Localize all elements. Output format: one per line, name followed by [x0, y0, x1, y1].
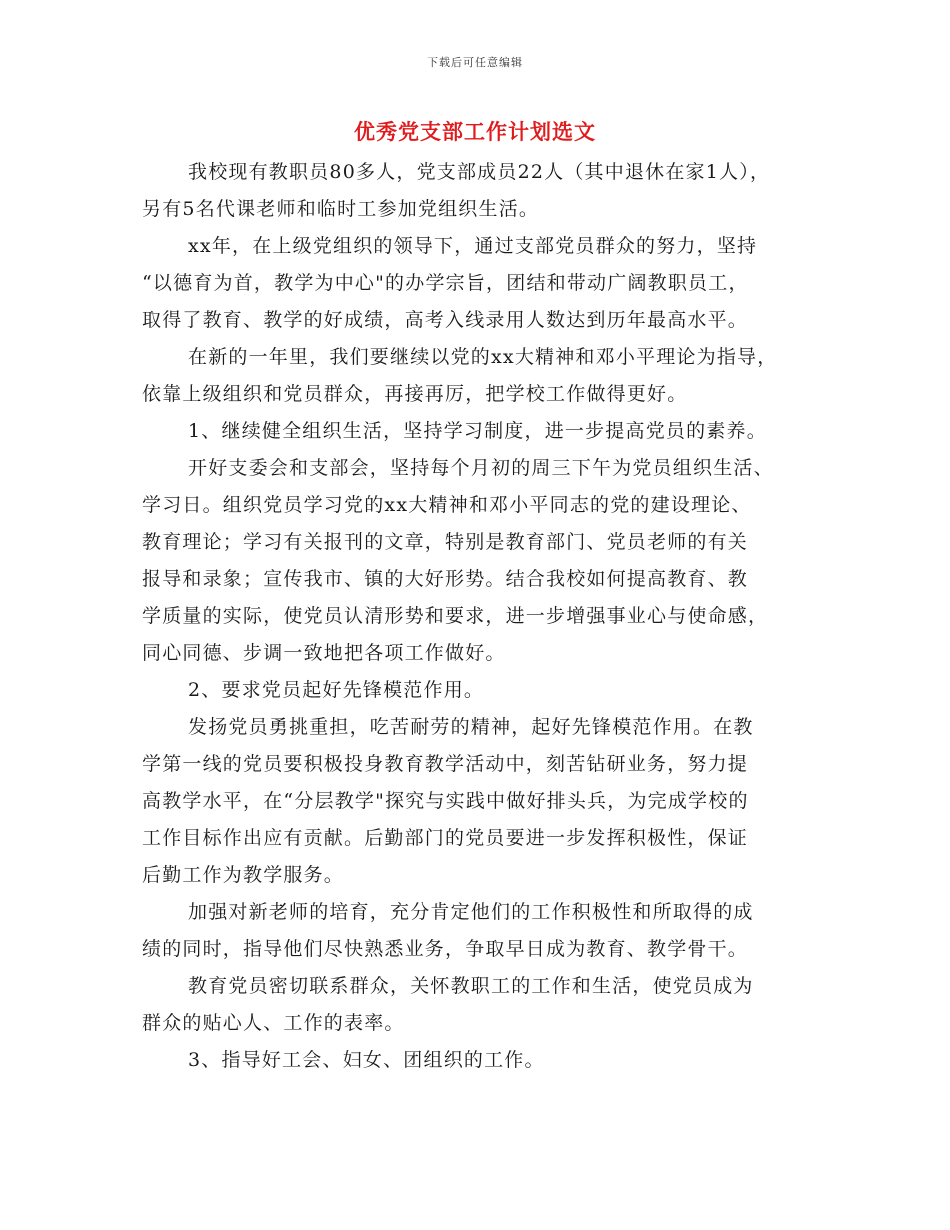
paragraph-line: 开好支委会和支部会，坚持每个月初的周三下午为党员组织生活、: [188, 457, 774, 479]
paragraph-line: 我校现有教职员80多人，党支部成员22人（其中退休在家1人），: [188, 161, 771, 183]
paragraph-line: 绩的同时，指导他们尽快熟悉业务，争取早日成为教育、教学骨干。: [142, 938, 749, 960]
paragraph-line: xx年，在上级党组织的领导下，通过支部党员群众的努力，坚持: [188, 235, 758, 257]
paragraph-line: 教育党员密切联系群众，关怀教职工的工作和生活，使党员成为: [188, 975, 754, 997]
paragraph-line: 发扬党员勇挑重担，吃苦耐劳的精神，起好先锋模范作用。在教: [188, 716, 754, 738]
paragraph-line: 同心同德、步调一致地把各项工作做好。: [142, 642, 506, 664]
paragraph-line: 工作目标作出应有贡献。后勤部门的党员要进一步发挥积极性，保证: [142, 827, 749, 849]
header-note: 下载后可任意编辑: [427, 56, 523, 69]
paragraph-line: 学习日。组织党员学习党的xx大精神和邓小平同志的党的建设理论、: [142, 494, 752, 516]
paragraph-line: 依靠上级组织和党员群众，再接再厉，把学校工作做得更好。: [142, 383, 688, 405]
document-title: 优秀党支部工作计划选文: [354, 119, 596, 144]
paragraph-line: 在新的一年里，我们要继续以党的xx大精神和邓小平理论为指导，: [188, 346, 778, 368]
paragraph-line: 群众的贴心人、工作的表率。: [142, 1012, 405, 1034]
paragraph-line: 教育理论；学习有关报刊的文章，特别是教育部门、党员老师的有关: [142, 531, 749, 553]
paragraph-line: 取得了教育、教学的好成绩，高考入线录用人数达到历年最高水平。: [142, 309, 749, 331]
document-body: [142, 154, 822, 1079]
paragraph-line: 学质量的实际，使党员认清形势和要求，进一步增强事业心与使命感，: [142, 605, 769, 627]
section-heading-2: 2、要求党员起好先锋模范作用。: [188, 679, 485, 701]
paragraph-line: 高教学水平，在“分层教学"探究与实践中做好排头兵，为完成学校的: [142, 790, 749, 812]
paragraph-line: “以德育为首，教学为中心"的办学宗旨，团结和带动广阔教职员工，: [142, 272, 749, 294]
paragraph-line: 后勤工作为教学服务。: [142, 864, 345, 886]
paragraph-line: 另有5名代课老师和临时工参加党组织生活。: [142, 198, 540, 220]
section-heading-3: 3、指导好工会、妇女、团组织的工作。: [188, 1049, 545, 1071]
paragraph-line: 加强对新老师的培育，充分肯定他们的工作积极性和所取得的成: [188, 901, 754, 923]
section-heading-1: 1、继续健全组织生活，坚持学习制度，进一步提高党员的素养。: [188, 420, 767, 442]
paragraph-line: 学第一线的党员要积极投身教育教学活动中，刻苦钻研业务，努力提: [142, 753, 749, 775]
paragraph-line: 报导和录象；宣传我市、镇的大好形势。结合我校如何提高教育、教: [142, 568, 749, 590]
